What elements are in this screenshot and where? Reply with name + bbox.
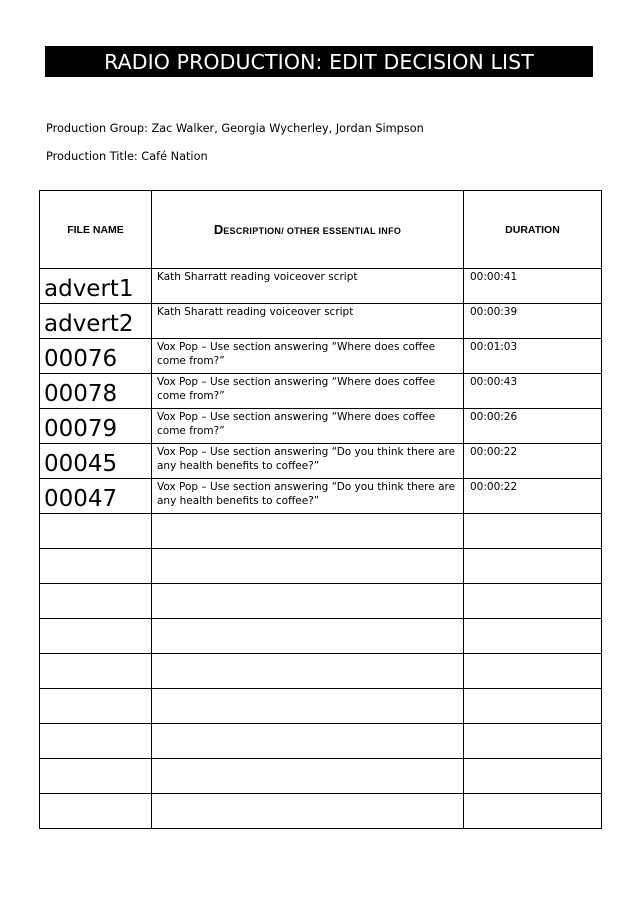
empty-cell bbox=[40, 654, 152, 689]
empty-row bbox=[40, 654, 602, 689]
table-row bbox=[40, 444, 602, 479]
empty-cell bbox=[152, 514, 464, 549]
description: Vox Pop – Use section answering “Where does coffee come from?” bbox=[157, 376, 436, 402]
file-name: 00079 bbox=[44, 416, 118, 442]
empty-cell bbox=[40, 794, 152, 829]
production-group: Production Group: Zac Walker, Georgia Wycherley, Jordan Simpson bbox=[46, 122, 424, 135]
table-row bbox=[40, 339, 602, 374]
duration: 00:00:43 bbox=[470, 376, 518, 388]
empty-cell bbox=[152, 619, 464, 654]
file-name-cell bbox=[40, 304, 152, 339]
empty-cell bbox=[152, 584, 464, 619]
header-duration-label: DURATION bbox=[505, 223, 560, 236]
empty-row bbox=[40, 619, 602, 654]
duration: 00:00:39 bbox=[470, 306, 518, 318]
empty-cell bbox=[152, 689, 464, 724]
empty-cell bbox=[464, 794, 602, 829]
description: Vox Pop – Use section answering “Where does coffee come from?” bbox=[157, 341, 436, 367]
file-name-cell bbox=[40, 374, 152, 409]
empty-cell bbox=[464, 549, 602, 584]
duration: 00:00:22 bbox=[470, 481, 518, 493]
empty-row bbox=[40, 549, 602, 584]
empty-cell bbox=[152, 794, 464, 829]
file-name-cell bbox=[40, 479, 152, 514]
duration: 00:01:03 bbox=[470, 341, 518, 353]
description: Vox Pop – Use section answering “Do you think there are any health benefits to coffee?” bbox=[157, 481, 456, 507]
table-row bbox=[40, 269, 602, 304]
header-file-name bbox=[40, 191, 152, 269]
duration-cell bbox=[464, 304, 602, 339]
empty-cell bbox=[152, 759, 464, 794]
file-name-cell bbox=[40, 444, 152, 479]
empty-cell bbox=[152, 549, 464, 584]
empty-cell bbox=[40, 514, 152, 549]
duration-cell bbox=[464, 339, 602, 374]
header-duration bbox=[464, 191, 602, 269]
empty-cell bbox=[40, 584, 152, 619]
description-cell bbox=[152, 409, 464, 444]
empty-row bbox=[40, 689, 602, 724]
file-name: 00076 bbox=[44, 346, 118, 372]
table-row bbox=[40, 374, 602, 409]
description: Kath Sharratt reading voiceover script bbox=[157, 271, 358, 283]
duration-cell bbox=[464, 269, 602, 304]
empty-row bbox=[40, 724, 602, 759]
table-header-row bbox=[40, 191, 602, 269]
file-name: 00045 bbox=[44, 451, 118, 477]
empty-cell bbox=[464, 584, 602, 619]
empty-row bbox=[40, 514, 602, 549]
file-name: 00047 bbox=[44, 486, 118, 512]
description: Vox Pop – Use section answering “Do you think there are any health benefits to coffee?” bbox=[157, 446, 456, 472]
empty-row bbox=[40, 759, 602, 794]
empty-row bbox=[40, 794, 602, 829]
description-cell bbox=[152, 374, 464, 409]
table-row bbox=[40, 409, 602, 444]
header-description-initial: D bbox=[213, 222, 224, 237]
empty-cell bbox=[40, 619, 152, 654]
file-name: advert2 bbox=[44, 311, 134, 337]
duration-cell bbox=[464, 444, 602, 479]
header-description-rest: ESCRIPTION/ OTHER ESSENTIAL INFO bbox=[223, 226, 402, 236]
empty-cell bbox=[152, 654, 464, 689]
header-file-name-label: FILE NAME bbox=[67, 223, 124, 236]
duration-cell bbox=[464, 409, 602, 444]
empty-cell bbox=[152, 724, 464, 759]
description-cell bbox=[152, 304, 464, 339]
empty-cell bbox=[464, 724, 602, 759]
description-cell bbox=[152, 339, 464, 374]
production-title: Production Title: Café Nation bbox=[46, 150, 208, 163]
description-cell bbox=[152, 479, 464, 514]
file-name-cell bbox=[40, 269, 152, 304]
document-title: RADIO PRODUCTION: EDIT DECISION LIST bbox=[45, 46, 593, 77]
empty-cell bbox=[464, 514, 602, 549]
empty-cell bbox=[464, 654, 602, 689]
description-cell bbox=[152, 444, 464, 479]
duration-cell bbox=[464, 374, 602, 409]
description: Kath Sharatt reading voiceover script bbox=[157, 306, 354, 318]
empty-cell bbox=[40, 549, 152, 584]
duration: 00:00:22 bbox=[470, 446, 518, 458]
table-row bbox=[40, 479, 602, 514]
description-cell bbox=[152, 269, 464, 304]
empty-cell bbox=[464, 689, 602, 724]
empty-cell bbox=[464, 759, 602, 794]
file-name: 00078 bbox=[44, 381, 118, 407]
file-name-cell bbox=[40, 409, 152, 444]
file-name: advert1 bbox=[44, 276, 134, 302]
table-row bbox=[40, 304, 602, 339]
empty-cell bbox=[464, 619, 602, 654]
description: Vox Pop – Use section answering “Where does coffee come from?” bbox=[157, 411, 436, 437]
duration: 00:00:26 bbox=[470, 411, 518, 423]
file-name-cell bbox=[40, 339, 152, 374]
header-description bbox=[152, 191, 464, 269]
empty-cell bbox=[40, 724, 152, 759]
duration: 00:00:41 bbox=[470, 271, 518, 283]
empty-cell bbox=[40, 689, 152, 724]
empty-row bbox=[40, 584, 602, 619]
empty-cell bbox=[40, 759, 152, 794]
edit-decision-table bbox=[39, 190, 602, 829]
duration-cell bbox=[464, 479, 602, 514]
